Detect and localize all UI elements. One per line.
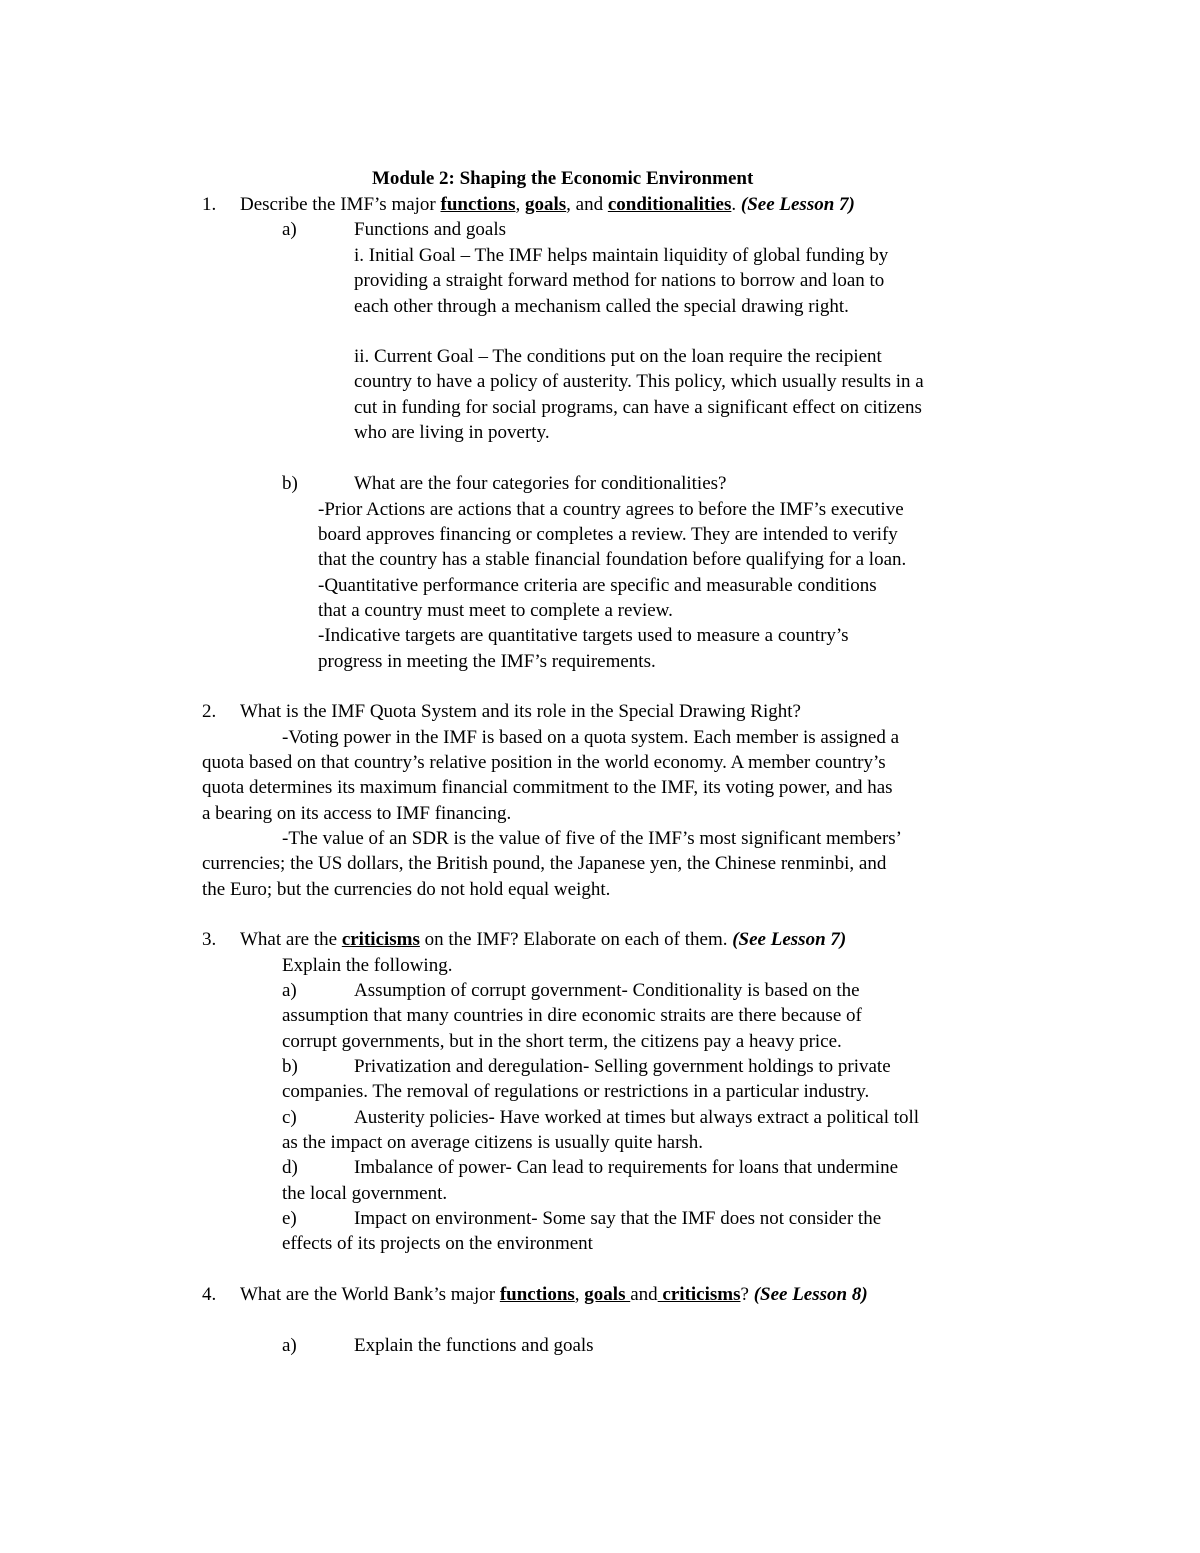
q3-item-text: companies. The removal of regulations or restrictions in a particular industry. (282, 1081, 870, 1102)
q3-item-text: Austerity policies- Have worked at times but always extract a political toll (354, 1107, 920, 1128)
q2-line: -The value of an SDR is the value of five of the IMF’s most significant members’ (282, 828, 903, 849)
q3-explain: Explain the following. (282, 955, 453, 976)
q3-item-text: assumption that many countries in dire economic straits are there because of (282, 1005, 862, 1026)
q1b-line: -Indicative targets are quantitative targets used to measure a country’s (318, 625, 849, 646)
q2-line: a bearing on its access to IMF financing. (202, 803, 512, 824)
q1b-line: -Prior Actions are actions that a country agrees to before the IMF’s executive (318, 499, 904, 520)
q3-text: What are the criticisms on the IMF? Elaborate on each of them. (See Lesson 7) (240, 929, 847, 950)
page-title: Module 2: Shaping the Economic Environment (372, 168, 754, 189)
q1-text: Describe the IMF’s major functions, goals, and conditionalities. (See Lesson 7) (240, 194, 855, 215)
q1-number: 1. (202, 194, 217, 215)
q1a-line: i. Initial Goal – The IMF helps maintain liquidity of global funding by (354, 245, 889, 266)
q2-line: -Voting power in the IMF is based on a quota system. Each member is assigned a (282, 727, 900, 748)
q2-line: the Euro; but the currencies do not hold equal weight. (202, 879, 611, 900)
q3-item-text: Imbalance of power- Can lead to requirements for loans that undermine (354, 1157, 899, 1178)
q1b-title: What are the four categories for conditionalities? (354, 473, 727, 494)
q3-item-text: as the impact on average citizens is usually quite harsh. (282, 1132, 704, 1153)
q2-line: currencies; the US dollars, the British pound, the Japanese yen, the Chinese renminbi, and (202, 853, 887, 874)
q3-item-label: a) (282, 980, 297, 1001)
q3-item-text: the local government. (282, 1183, 448, 1204)
q3-item-text: Assumption of corrupt government- Conditionality is based on the (354, 980, 860, 1001)
q1a-line: providing a straight forward method for nations to borrow and loan to (354, 270, 885, 291)
q1a-line: who are living in poverty. (354, 422, 550, 443)
q1b-line: -Quantitative performance criteria are specific and measurable conditions (318, 575, 877, 596)
q2-line: quota based on that country’s relative position in the world economy. A member country’s (202, 752, 886, 773)
q3-number: 3. (202, 929, 217, 950)
q1a-title: Functions and goals (354, 219, 506, 240)
q3-item-label: d) (282, 1157, 298, 1178)
q1-lesson-ref: (See Lesson 7) (740, 194, 855, 215)
q3-item-text: Privatization and deregulation- Selling government holdings to private (354, 1056, 891, 1077)
q1b-line: progress in meeting the IMF’s requirements. (318, 651, 656, 672)
q2-line: quota determines its maximum financial commitment to the IMF, its voting power, and has (202, 777, 893, 798)
q2-text: What is the IMF Quota System and its role in the Special Drawing Right? (240, 701, 801, 722)
q1a-label: a) (282, 219, 297, 240)
q4-lesson-ref: (See Lesson 8) (753, 1284, 868, 1305)
q2-number: 2. (202, 701, 217, 722)
q1b-label: b) (282, 473, 298, 494)
q4a-label: a) (282, 1335, 297, 1356)
q1b-line: that the country has a stable financial foundation before qualifying for a loan. (318, 549, 907, 570)
q3-item-text: Impact on environment- Some say that the IMF does not consider the (354, 1208, 882, 1229)
q1a-line: ii. Current Goal – The conditions put on the loan require the recipient (354, 346, 882, 367)
q3-item-label: c) (282, 1107, 297, 1128)
q1a-line: country to have a policy of austerity. This policy, which usually results in a (354, 371, 924, 392)
q3-item-label: e) (282, 1208, 297, 1229)
q1a-line: each other through a mechanism called the special drawing right. (354, 296, 849, 317)
q3-item-text: corrupt governments, but in the short term, the citizens pay a heavy price. (282, 1031, 842, 1052)
q4-number: 4. (202, 1284, 217, 1305)
q4-text: What are the World Bank’s major functions, goals and criticisms? (See Lesson 8) (240, 1284, 868, 1305)
q3-lesson-ref: (See Lesson 7) (732, 929, 847, 950)
q1b-line: board approves financing or completes a review. They are intended to verify (318, 524, 898, 545)
q1b-line: that a country must meet to complete a review. (318, 600, 673, 621)
q3-item-text: effects of its projects on the environment (282, 1233, 593, 1254)
q1a-line: cut in funding for social programs, can have a significant effect on citizens (354, 397, 922, 418)
q4a-title: Explain the functions and goals (354, 1335, 594, 1356)
q3-item-label: b) (282, 1056, 298, 1077)
